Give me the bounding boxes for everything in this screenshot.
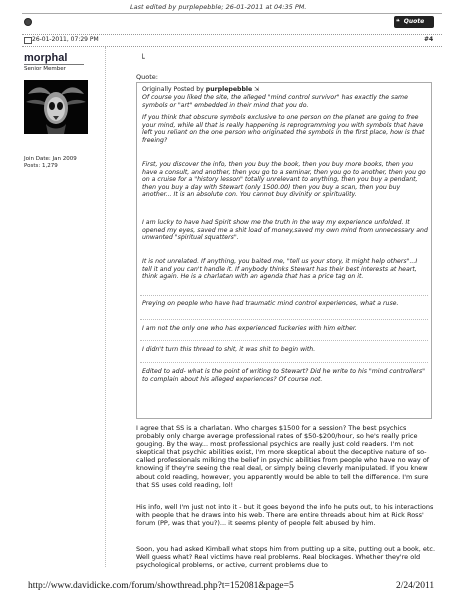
quote-paragraph: First, you discover the info, then you buy the book, then you buy more books, then you have a consult, and another, then you go to a seminar, then you go to another, then you go on a cruise for a "history lesson" totally unrelevant to anything, then you buy a pendant, then you buy a day with Stewart (only 1500.00) then you buy a scan, then you buy another... It is an absolute con. You cannot buy divinity or spirituality. bbox=[142, 161, 426, 199]
quote-divider bbox=[140, 319, 428, 320]
column-divider bbox=[105, 47, 106, 567]
divider bbox=[24, 64, 84, 65]
post-icon: └ bbox=[140, 54, 145, 63]
avatar-image bbox=[24, 80, 88, 134]
quote-label: Quote: bbox=[136, 73, 158, 81]
quote-paragraph: I am lucky to have had Spirit show me the truth in the way my experience unfolded. It opened my eyes, saved me a shit load of money,saved my own mind from unnecessary and unwanted "spiritual squatters". bbox=[142, 219, 428, 242]
join-date: Join Date: Jan 2009 bbox=[24, 156, 77, 162]
quote-paragraph: I am not the only one who has experienced fuckeries with him either. bbox=[142, 325, 357, 332]
post-status-icon bbox=[24, 18, 32, 26]
quote-divider bbox=[140, 340, 428, 341]
post-date-icon bbox=[24, 37, 32, 44]
avatar bbox=[24, 80, 88, 134]
last-edited-note: Last edited by purplepebble; 26-01-2011 at 04:35 PM. bbox=[130, 3, 307, 11]
quote-mark-icon: ❝ bbox=[396, 18, 400, 26]
quote-paragraph: If you think that obscure symbols exclusive to one person on the planet are going to free your mind, while all that is really happening is reprogramming you with symbols that have left you reliant on the one person who originated the symbols in the first place, how is that freeing? bbox=[142, 114, 425, 144]
post-paragraph: I agree that SS is a charlatan. Who charges $1500 for a session? The best psychics probably only charge average professional rates of $50-$200/hour, so he's really price gouging. By the way... most professional psychics are really just cold readers. I'm not skeptical that psychic abilities exist, I'm more skeptical about the deceptive nature of so-called professionals milking the belief in psychic abilities from people who have no way of knowing if they're seeing the real deal, or simply being cleverly manipulated. If you knew about cold reading, however, you apparently would be able to tell the difference. I'm sure that SS uses cold reading, lol! bbox=[136, 424, 430, 489]
quote-author: purplepebble bbox=[205, 86, 253, 93]
quote-button-label: Quote bbox=[403, 18, 425, 25]
quote-divider bbox=[140, 295, 428, 296]
quote-box bbox=[136, 82, 432, 419]
post-paragraph: His info, well I'm just not into it - but it goes beyond the info he puts out, to his interactions with people that he draws into his web. There are entire threads about him at Rick Ross' forum (PP, was that you?)... it seems plenty of people felt abused by him. bbox=[136, 503, 434, 528]
quote-attribution-prefix: Originally Posted by bbox=[142, 86, 206, 93]
quote-paragraph: It is not unrelated. If anything, you baited me, "tell us your story, it might help others"...I tell it and you can't handle it. If anybody thinks Stewart has their best interests at heart, think again. He is a charlatan with an agenda that has a price tag on it. bbox=[142, 258, 418, 281]
footer-date: 2/24/2011 bbox=[396, 581, 435, 591]
quote-paragraph: I didn't turn this thread to shit, it was shit to begin with. bbox=[142, 346, 316, 353]
view-post-icon[interactable]: ⇲ bbox=[254, 86, 260, 93]
user-title: Senior Member bbox=[24, 66, 66, 72]
quote-divider bbox=[140, 362, 428, 363]
footer-url: http://www.davidicke.com/forum/showthread.php?t=152081&page=5 bbox=[28, 581, 294, 591]
quote-attribution bbox=[142, 86, 428, 94]
divider bbox=[22, 13, 442, 14]
post-number-link[interactable]: #4 bbox=[424, 36, 434, 43]
post-paragraph: Soon, you had asked Kimball what stops him from putting up a site, putting out a book, etc. Well guess what? Real victims have real problems. Real blockages. Whether they're old psychological problems, or active, current problems due to bbox=[136, 545, 436, 570]
post-count: Posts: 1,279 bbox=[24, 163, 58, 169]
quote-button[interactable] bbox=[394, 16, 434, 28]
quote-paragraph: Preying on people who have had traumatic mind control experiences, what a ruse. bbox=[142, 300, 399, 307]
quote-paragraph: Of course you liked the site, the alleged "mind control survivor" has exactly the same symbols or "art" embedded in their mind that you do. bbox=[142, 94, 408, 109]
username-link[interactable]: morphal bbox=[24, 52, 68, 64]
post-date: 26-01-2011, 07:29 PM bbox=[32, 36, 99, 43]
quote-paragraph: Edited to add- what is the point of writing to Stewart? Did he write to his "mind controllers" to complain about his alleged experiences? Of course not. bbox=[142, 368, 426, 383]
